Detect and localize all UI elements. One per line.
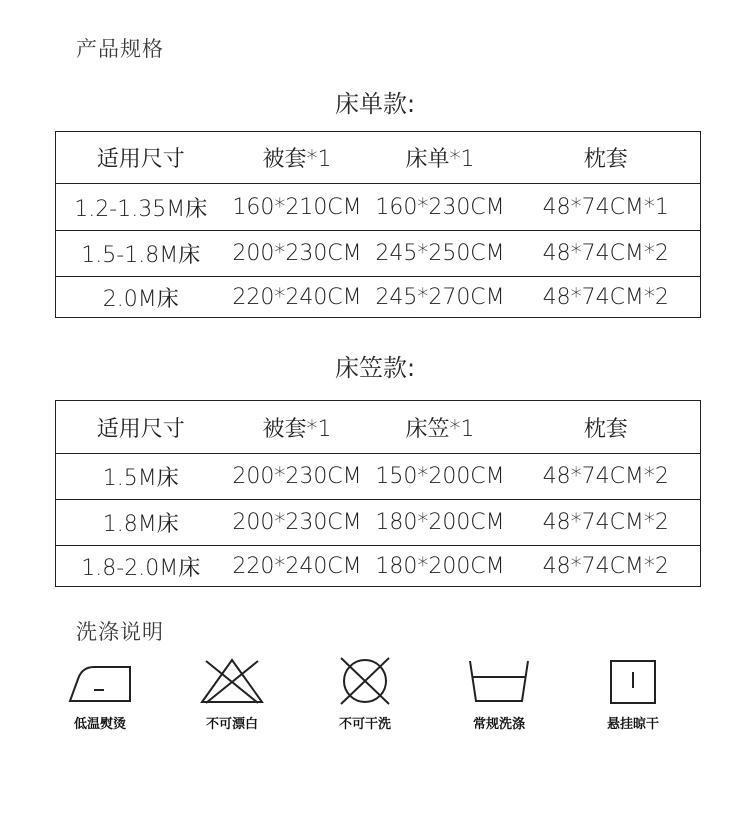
header-cell: 床笠*1 [405, 416, 475, 442]
table-cell: 48*74CM*2 [512, 500, 701, 546]
no-bleach-icon [177, 657, 287, 705]
table-cell: 1.5M床 [56, 454, 226, 500]
table-cell: 200*230CM [226, 231, 369, 277]
wash-label: 低温熨烫 [73, 717, 126, 732]
header-cell: 枕套 [583, 416, 628, 442]
wash-label: 不可干洗 [338, 717, 391, 732]
table-row [56, 454, 701, 500]
table-cell: 48*74CM*2 [512, 546, 701, 587]
wash-label: 悬挂晾干 [606, 717, 659, 732]
header-cell: 被套*1 [262, 416, 332, 442]
table-row [56, 277, 701, 318]
table-cell: 48*74CM*2 [512, 454, 701, 500]
wash-item-regular-wash [444, 657, 554, 732]
table-cell: 48*74CM*1 [512, 184, 701, 231]
regular-wash-icon [444, 657, 554, 705]
table-cell: 1.2-1.35M床 [56, 184, 226, 231]
table-cell: 150*200CM [369, 454, 512, 500]
table-cell: 180*200CM [369, 546, 512, 587]
hang-dry-icon [578, 657, 688, 705]
table2-title: 床笠款: [334, 354, 416, 382]
table-cell: 220*240CM [226, 277, 369, 318]
fitted-sheet-spec-table [55, 400, 701, 587]
wash-item-hang-dry [578, 657, 688, 732]
wash-label: 不可漂白 [205, 717, 258, 732]
low-temperature-iron-icon [45, 657, 155, 705]
table-cell: 160*230CM [369, 184, 512, 231]
table-cell: 220*240CM [226, 546, 369, 587]
table-cell: 180*200CM [369, 500, 512, 546]
table-cell: 160*210CM [226, 184, 369, 231]
header-cell: 适用尺寸 [96, 147, 185, 172]
table-header-row [56, 132, 701, 184]
wash-label: 常规洗涤 [472, 717, 525, 732]
no-dry-clean-icon [310, 657, 420, 705]
table-cell: 1.8M床 [56, 500, 226, 546]
table-cell: 200*230CM [226, 500, 369, 546]
wash-item-dry-clean [310, 657, 420, 732]
header-cell: 床单*1 [405, 147, 475, 172]
table-cell: 200*230CM [226, 454, 369, 500]
table-cell: 48*74CM*2 [512, 231, 701, 277]
wash-item-bleach [177, 657, 287, 732]
table-row [56, 184, 701, 231]
spec-heading: 产品规格 [76, 37, 164, 61]
table-row [56, 500, 701, 546]
table-cell: 2.0M床 [56, 277, 226, 318]
table-row [56, 546, 701, 587]
table-row [56, 231, 701, 277]
table-cell: 245*270CM [369, 277, 512, 318]
table-cell: 1.8-2.0M床 [56, 546, 226, 587]
header-cell: 枕套 [583, 147, 628, 172]
wash-heading: 洗涤说明 [76, 620, 164, 644]
wash-item-iron [45, 657, 155, 732]
table1-title: 床单款: [334, 90, 416, 118]
header-cell: 被套*1 [262, 147, 332, 172]
bedsheet-spec-table [55, 131, 701, 318]
table-cell: 1.5-1.8M床 [56, 231, 226, 277]
table-cell: 48*74CM*2 [512, 277, 701, 318]
table-header-row [56, 401, 701, 454]
header-cell: 适用尺寸 [96, 416, 185, 442]
table-cell: 245*250CM [369, 231, 512, 277]
